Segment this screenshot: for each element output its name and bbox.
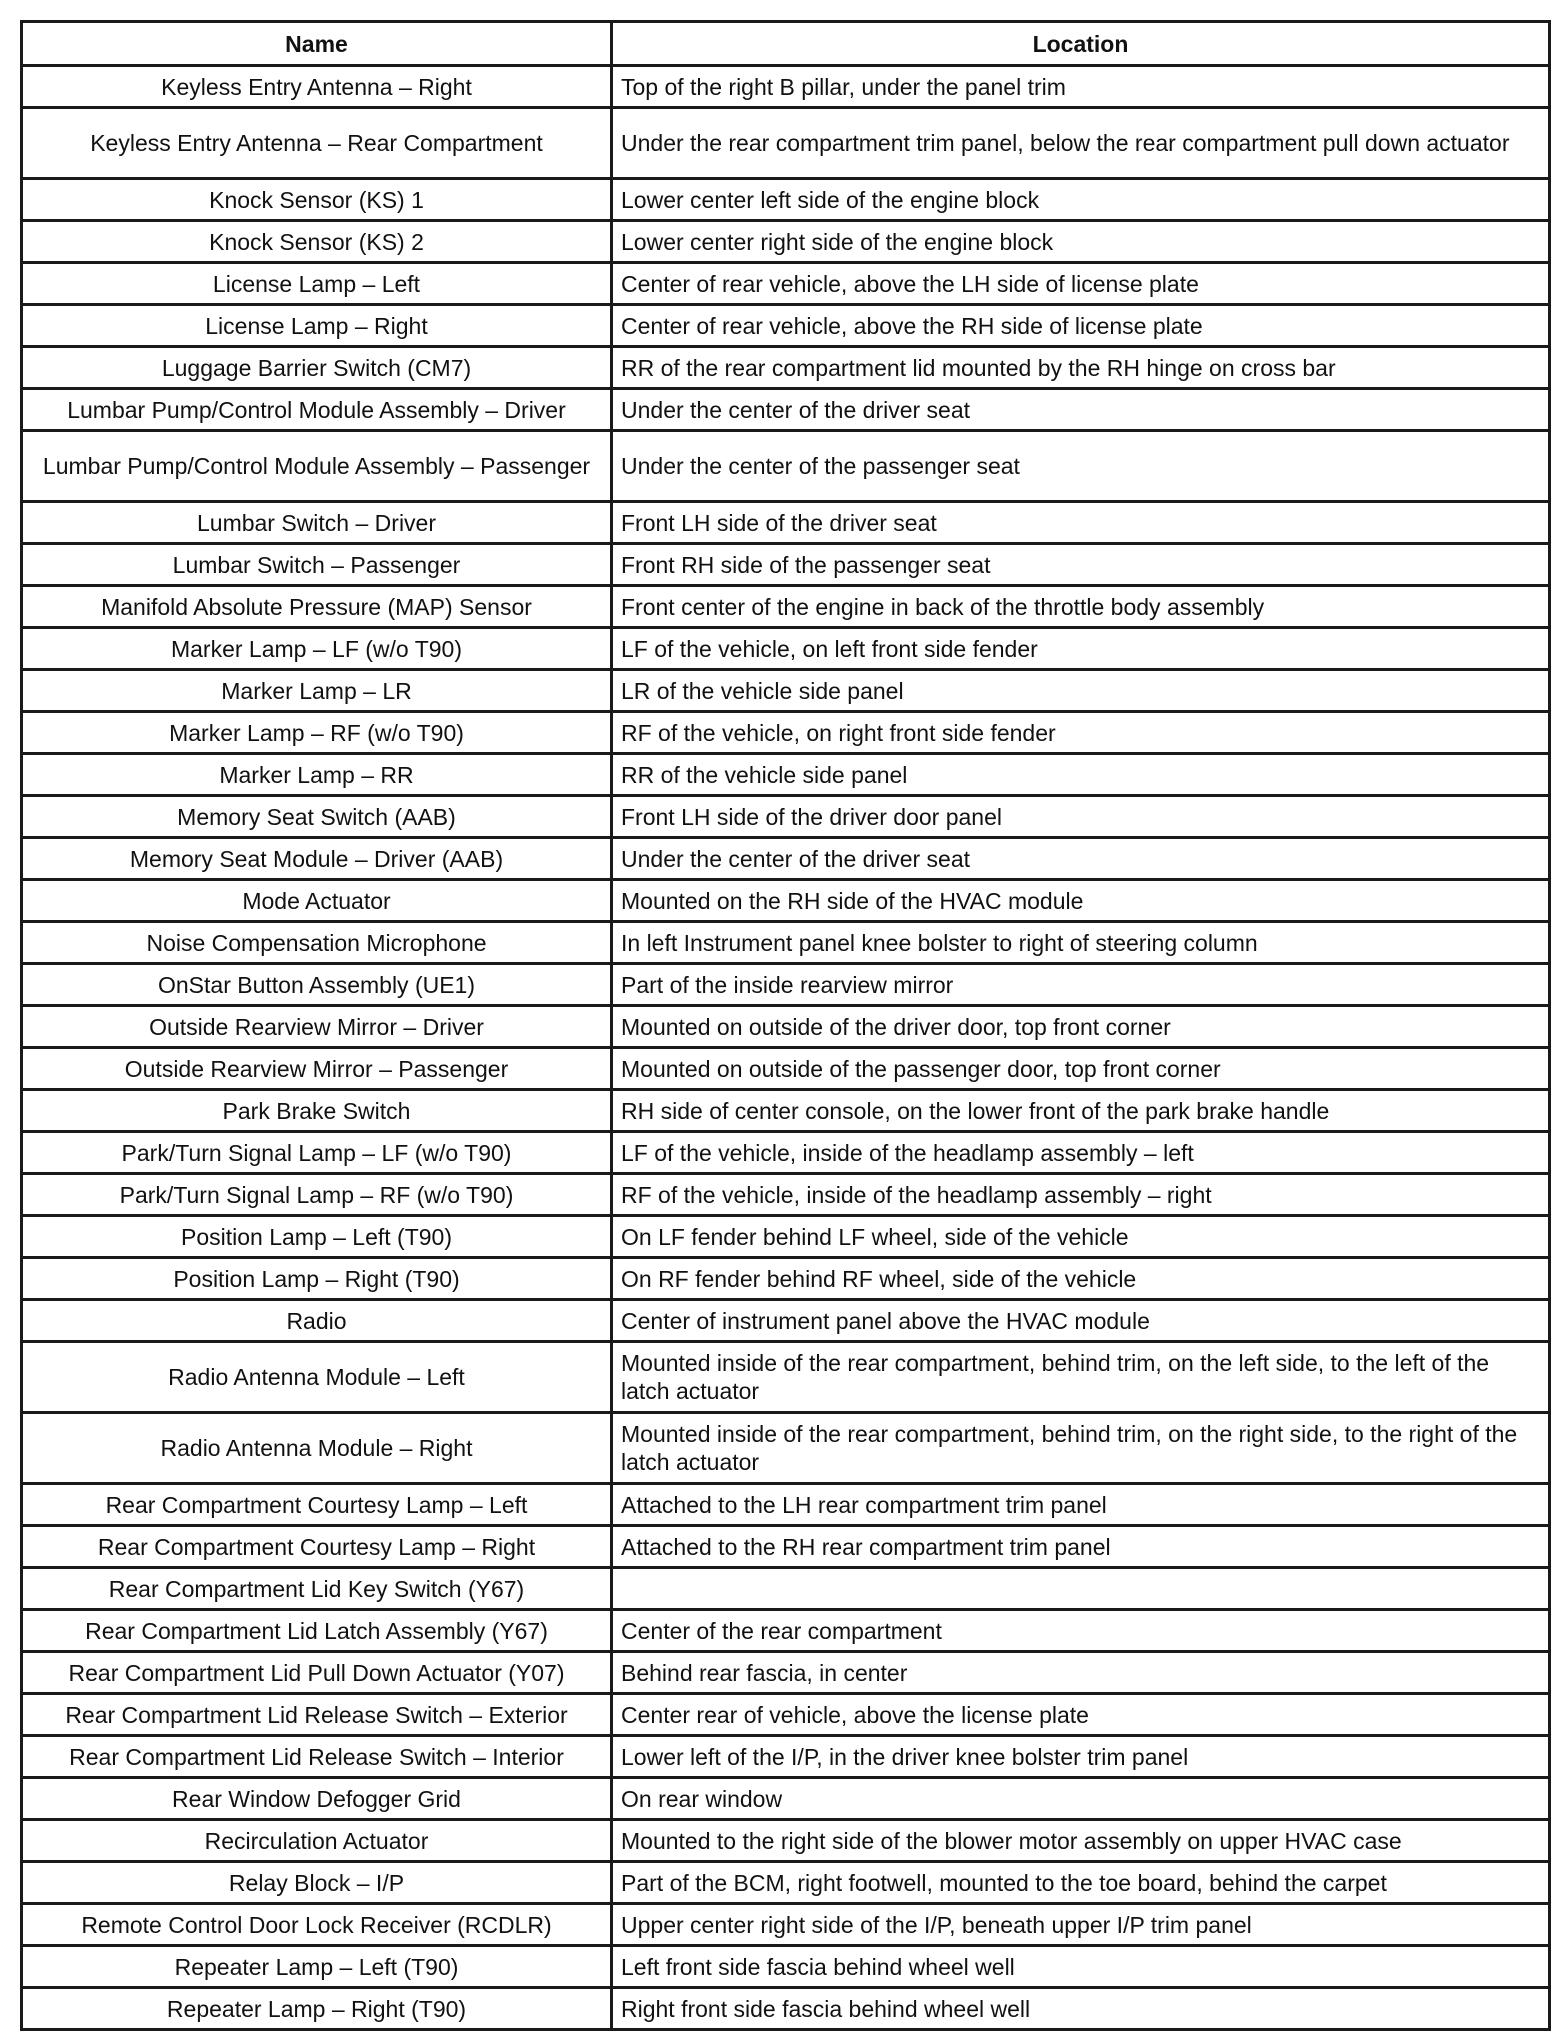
table-row bbox=[22, 1862, 1550, 1904]
component-name-cell: Keyless Entry Antenna – Rear Compartment bbox=[22, 108, 612, 179]
component-location-cell: Under the center of the driver seat bbox=[612, 838, 1550, 880]
table-row bbox=[22, 964, 1550, 1006]
component-location-cell: Front RH side of the passenger seat bbox=[612, 544, 1550, 586]
component-location-cell: On LF fender behind LF wheel, side of the vehicle bbox=[612, 1216, 1550, 1258]
component-name-cell: Radio Antenna Module – Right bbox=[22, 1413, 612, 1484]
component-name-cell: Relay Block – I/P bbox=[22, 1862, 612, 1904]
table-row bbox=[22, 1694, 1550, 1736]
table-row bbox=[22, 1174, 1550, 1216]
component-location-cell: Part of the BCM, right footwell, mounted to the toe board, behind the carpet bbox=[612, 1862, 1550, 1904]
component-location-cell: Front center of the engine in back of the throttle body assembly bbox=[612, 586, 1550, 628]
component-location-cell: Part of the inside rearview mirror bbox=[612, 964, 1550, 1006]
component-name-cell: Rear Window Defogger Grid bbox=[22, 1778, 612, 1820]
component-location-cell: Right front side fascia behind wheel well bbox=[612, 1988, 1550, 2030]
component-location-cell: Lower left of the I/P, in the driver knee bolster trim panel bbox=[612, 1736, 1550, 1778]
component-location-cell: Mounted on outside of the driver door, top front corner bbox=[612, 1006, 1550, 1048]
component-location-cell: In left Instrument panel knee bolster to right of steering column bbox=[612, 922, 1550, 964]
component-location-cell: LR of the vehicle side panel bbox=[612, 670, 1550, 712]
component-name-cell: Noise Compensation Microphone bbox=[22, 922, 612, 964]
component-name-cell: Luggage Barrier Switch (CM7) bbox=[22, 347, 612, 389]
table-body bbox=[22, 66, 1550, 2030]
component-name-cell: Rear Compartment Lid Pull Down Actuator (Y07) bbox=[22, 1652, 612, 1694]
component-location-cell: Center of rear vehicle, above the LH side of license plate bbox=[612, 263, 1550, 305]
table-row bbox=[22, 1342, 1550, 1413]
component-name-cell: Rear Compartment Lid Latch Assembly (Y67) bbox=[22, 1610, 612, 1652]
component-location-cell: Center of the rear compartment bbox=[612, 1610, 1550, 1652]
component-location-cell: Front LH side of the driver seat bbox=[612, 502, 1550, 544]
component-name-cell: License Lamp – Right bbox=[22, 305, 612, 347]
component-location-cell: Left front side fascia behind wheel well bbox=[612, 1946, 1550, 1988]
table-row bbox=[22, 431, 1550, 502]
component-name-cell: Marker Lamp – LF (w/o T90) bbox=[22, 628, 612, 670]
component-location-cell: RR of the rear compartment lid mounted by the RH hinge on cross bar bbox=[612, 347, 1550, 389]
table-row bbox=[22, 1988, 1550, 2030]
component-name-cell: Repeater Lamp – Left (T90) bbox=[22, 1946, 612, 1988]
table-row bbox=[22, 389, 1550, 431]
table-row bbox=[22, 108, 1550, 179]
table-row bbox=[22, 1610, 1550, 1652]
table-row bbox=[22, 1736, 1550, 1778]
table-row bbox=[22, 1820, 1550, 1862]
component-name-cell: Remote Control Door Lock Receiver (RCDLR) bbox=[22, 1904, 612, 1946]
table-row bbox=[22, 838, 1550, 880]
component-name-cell: Position Lamp – Left (T90) bbox=[22, 1216, 612, 1258]
component-name-cell: Lumbar Switch – Passenger bbox=[22, 544, 612, 586]
table-row bbox=[22, 66, 1550, 108]
component-location-cell: LF of the vehicle, on left front side fender bbox=[612, 628, 1550, 670]
component-location-cell: Front LH side of the driver door panel bbox=[612, 796, 1550, 838]
component-name-cell: Repeater Lamp – Right (T90) bbox=[22, 1988, 612, 2030]
component-name-cell: Marker Lamp – RF (w/o T90) bbox=[22, 712, 612, 754]
component-location-cell: Mounted on the RH side of the HVAC module bbox=[612, 880, 1550, 922]
component-location-cell: Lower center right side of the engine block bbox=[612, 221, 1550, 263]
header-name: Name bbox=[22, 22, 612, 66]
table-row bbox=[22, 502, 1550, 544]
table-row bbox=[22, 221, 1550, 263]
document-page bbox=[20, 20, 1548, 2031]
component-location-cell: RR of the vehicle side panel bbox=[612, 754, 1550, 796]
component-name-cell: Rear Compartment Lid Release Switch – Exterior bbox=[22, 1694, 612, 1736]
component-name-cell: Recirculation Actuator bbox=[22, 1820, 612, 1862]
table-row bbox=[22, 712, 1550, 754]
table-header bbox=[22, 22, 1550, 66]
component-name-cell: Radio bbox=[22, 1300, 612, 1342]
component-name-cell: Memory Seat Switch (AAB) bbox=[22, 796, 612, 838]
component-location-cell: Mounted inside of the rear compartment, behind trim, on the right side, to the right of the latch actuator bbox=[612, 1413, 1550, 1484]
component-location-cell: Under the rear compartment trim panel, below the rear compartment pull down actuator bbox=[612, 108, 1550, 179]
component-location-cell: Center rear of vehicle, above the license plate bbox=[612, 1694, 1550, 1736]
table-row bbox=[22, 179, 1550, 221]
component-name-cell: Lumbar Switch – Driver bbox=[22, 502, 612, 544]
component-name-cell: Keyless Entry Antenna – Right bbox=[22, 66, 612, 108]
table-row bbox=[22, 263, 1550, 305]
component-name-cell: Rear Compartment Lid Release Switch – Interior bbox=[22, 1736, 612, 1778]
component-name-cell: Lumbar Pump/Control Module Assembly – Passenger bbox=[22, 431, 612, 502]
component-location-table bbox=[20, 20, 1551, 2031]
component-location-cell bbox=[612, 1568, 1550, 1610]
table-row bbox=[22, 1048, 1550, 1090]
table-row bbox=[22, 1526, 1550, 1568]
component-name-cell: Rear Compartment Lid Key Switch (Y67) bbox=[22, 1568, 612, 1610]
component-name-cell: Rear Compartment Courtesy Lamp – Left bbox=[22, 1484, 612, 1526]
table-row bbox=[22, 1946, 1550, 1988]
component-location-cell: Under the center of the driver seat bbox=[612, 389, 1550, 431]
component-name-cell: Radio Antenna Module – Left bbox=[22, 1342, 612, 1413]
component-name-cell: Manifold Absolute Pressure (MAP) Sensor bbox=[22, 586, 612, 628]
table-row bbox=[22, 1132, 1550, 1174]
component-location-cell: Center of rear vehicle, above the RH side of license plate bbox=[612, 305, 1550, 347]
component-name-cell: Mode Actuator bbox=[22, 880, 612, 922]
table-row bbox=[22, 1568, 1550, 1610]
component-name-cell: Park Brake Switch bbox=[22, 1090, 612, 1132]
component-location-cell: Top of the right B pillar, under the panel trim bbox=[612, 66, 1550, 108]
table-row bbox=[22, 544, 1550, 586]
table-row bbox=[22, 1216, 1550, 1258]
component-location-cell: Lower center left side of the engine block bbox=[612, 179, 1550, 221]
component-name-cell: Memory Seat Module – Driver (AAB) bbox=[22, 838, 612, 880]
component-name-cell: Park/Turn Signal Lamp – RF (w/o T90) bbox=[22, 1174, 612, 1216]
component-location-cell: Under the center of the passenger seat bbox=[612, 431, 1550, 502]
table-row bbox=[22, 586, 1550, 628]
component-name-cell: Knock Sensor (KS) 1 bbox=[22, 179, 612, 221]
component-name-cell: Outside Rearview Mirror – Driver bbox=[22, 1006, 612, 1048]
table-row bbox=[22, 1258, 1550, 1300]
component-location-cell: RH side of center console, on the lower front of the park brake handle bbox=[612, 1090, 1550, 1132]
header-row bbox=[22, 22, 1550, 66]
table-row bbox=[22, 754, 1550, 796]
table-row bbox=[22, 1006, 1550, 1048]
component-location-cell: RF of the vehicle, on right front side fender bbox=[612, 712, 1550, 754]
component-name-cell: Knock Sensor (KS) 2 bbox=[22, 221, 612, 263]
table-row bbox=[22, 670, 1550, 712]
component-name-cell: License Lamp – Left bbox=[22, 263, 612, 305]
component-location-cell: Upper center right side of the I/P, beneath upper I/P trim panel bbox=[612, 1904, 1550, 1946]
component-location-cell: On rear window bbox=[612, 1778, 1550, 1820]
table-row bbox=[22, 922, 1550, 964]
component-location-cell: Behind rear fascia, in center bbox=[612, 1652, 1550, 1694]
table-row bbox=[22, 305, 1550, 347]
component-location-cell: RF of the vehicle, inside of the headlamp assembly – right bbox=[612, 1174, 1550, 1216]
table-row bbox=[22, 1300, 1550, 1342]
table-row bbox=[22, 1652, 1550, 1694]
component-name-cell: Lumbar Pump/Control Module Assembly – Driver bbox=[22, 389, 612, 431]
component-name-cell: Position Lamp – Right (T90) bbox=[22, 1258, 612, 1300]
component-location-cell: Mounted inside of the rear compartment, behind trim, on the left side, to the left of the latch actuator bbox=[612, 1342, 1550, 1413]
component-location-cell: Attached to the RH rear compartment trim panel bbox=[612, 1526, 1550, 1568]
component-location-cell: LF of the vehicle, inside of the headlamp assembly – left bbox=[612, 1132, 1550, 1174]
component-location-cell: Mounted to the right side of the blower motor assembly on upper HVAC case bbox=[612, 1820, 1550, 1862]
table-row bbox=[22, 796, 1550, 838]
component-name-cell: Marker Lamp – LR bbox=[22, 670, 612, 712]
component-location-cell: Mounted on outside of the passenger door, top front corner bbox=[612, 1048, 1550, 1090]
table-row bbox=[22, 347, 1550, 389]
component-name-cell: Marker Lamp – RR bbox=[22, 754, 612, 796]
table-row bbox=[22, 1413, 1550, 1484]
component-name-cell: OnStar Button Assembly (UE1) bbox=[22, 964, 612, 1006]
table-row bbox=[22, 1484, 1550, 1526]
table-row bbox=[22, 880, 1550, 922]
component-location-cell: Center of instrument panel above the HVAC module bbox=[612, 1300, 1550, 1342]
component-location-cell: Attached to the LH rear compartment trim panel bbox=[612, 1484, 1550, 1526]
table-row bbox=[22, 1778, 1550, 1820]
component-name-cell: Outside Rearview Mirror – Passenger bbox=[22, 1048, 612, 1090]
table-row bbox=[22, 1904, 1550, 1946]
component-name-cell: Rear Compartment Courtesy Lamp – Right bbox=[22, 1526, 612, 1568]
table-row bbox=[22, 628, 1550, 670]
header-location: Location bbox=[612, 22, 1550, 66]
component-location-cell: On RF fender behind RF wheel, side of the vehicle bbox=[612, 1258, 1550, 1300]
component-name-cell: Park/Turn Signal Lamp – LF (w/o T90) bbox=[22, 1132, 612, 1174]
table-row bbox=[22, 1090, 1550, 1132]
